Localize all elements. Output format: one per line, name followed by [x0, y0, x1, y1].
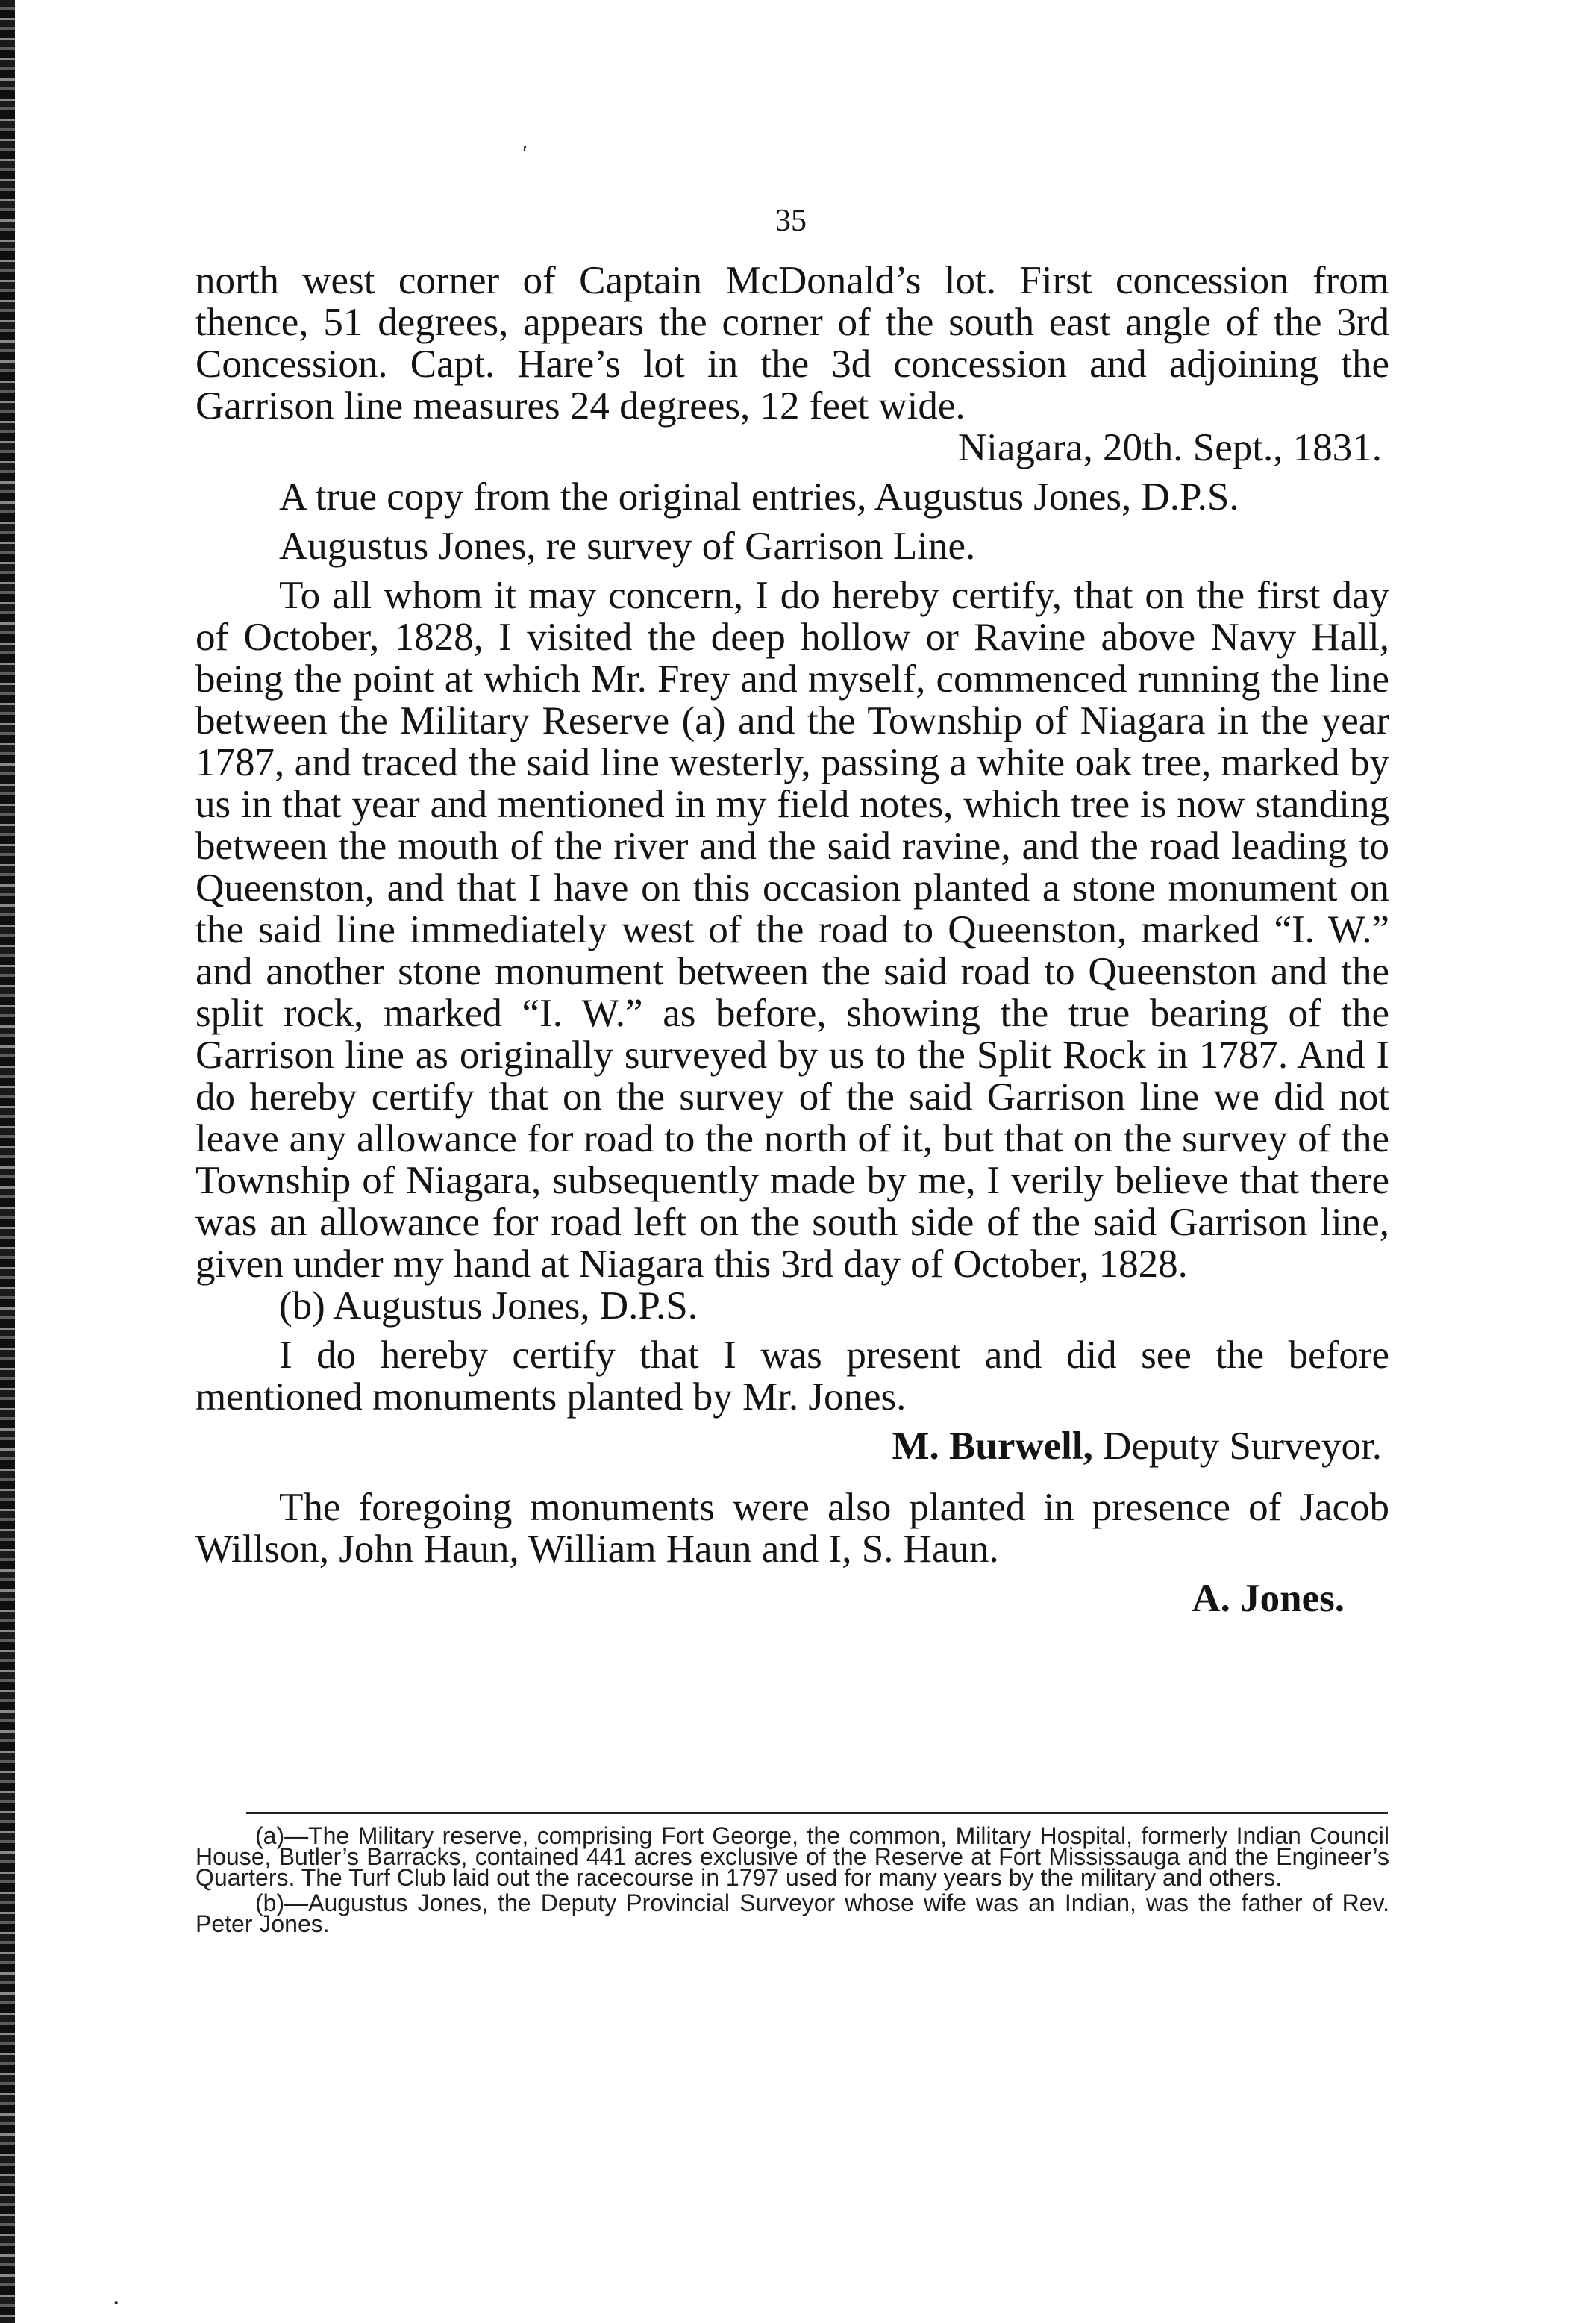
signature-a-jones: A. Jones.: [1192, 1577, 1345, 1620]
document-body: [195, 260, 1389, 1619]
paragraph-survey-notes: north west corner of Captain McDonald’s lot. First concession from thence, 51 degrees, appears the corner of the south east angle of the 3rd Concession. Capt. Hare’s lot in the 3d concession and adjoining the Garrison line measures 24 degrees, 12 feet wide.: [195, 259, 1389, 428]
signature-augustus-jones: (b) Augustus Jones, D.P.S.: [279, 1284, 698, 1328]
footnote-divider: [246, 1812, 1388, 1814]
paragraph-burwell-certify: I do hereby certify that I was present and did see the before mentioned monuments planted by Mr. Jones.: [195, 1334, 1389, 1419]
signature-burwell-title: Deputy Surveyor.: [1092, 1425, 1382, 1468]
signature-burwell-name: M. Burwell,: [892, 1425, 1093, 1468]
signature-burwell: [195, 1418, 1389, 1467]
scan-speck: ′: [522, 140, 528, 168]
paragraph-certificate: To all whom it may concern, I do hereby certify, that on the first day of October, 1828, I visited the deep hollow or Ravine above Navy Hall, being the point at which Mr. Frey and myself, commenced running the line between the Military Reserve (a) and the Township of Niagara in the year 1787, and traced the said line westerly, passing a white oak tree, marked by us in that year and mentioned in my field notes, which tree is now standing between the mouth of the river and the said ravine, and the road leading to Queenston, and that I have on this occasion planted a stone monument on the said line immediately west of the road to Queenston, marked “I. W.” and another stone monument between the said road to Queenston and the split rock, marked “I. W.” as before, showing the true bearing of the Garrison line as originally surveyed by us to the Split Rock in 1787. And I do hereby certify that on the survey of the said Garrison line we did not leave any allowance for road to the north of it, but that on the survey of the Township of Niagara, subsequently made by me, I verily believe that there was an allowance for road left on the south side of the said Garrison line, given under my hand at Niagara this 3rd day of October, 1828.: [195, 574, 1389, 1286]
footnotes: [195, 1822, 1389, 1937]
paragraph-heading-resurvey: Augustus Jones, re survey of Garrison Line.: [279, 525, 976, 568]
scanned-page-edge: [0, 0, 15, 2323]
page-number: 35: [775, 204, 807, 238]
footnote-a: (a)—The Military reserve, comprising Fort George, the common, Military Hospital, formerly Indian Council House, Butler’s Barracks, contained 441 acres exclusive of the Reserve at Fort Mississauga and the Engineer’s Quarters. The Turf Club laid out the racecourse in 1797 used for many years by the military and others.: [195, 1822, 1389, 1891]
paragraph-true-copy: A true copy from the original entries, Augustus Jones, D.P.S.: [279, 475, 1239, 519]
footnote-b: (b)—Augustus Jones, the Deputy Provincial Surveyor whose wife was an Indian, was the father of Rev. Peter Jones.: [195, 1889, 1389, 1937]
scan-speck: ·: [112, 2289, 121, 2317]
paragraph-witnesses: The foregoing monuments were also planted in presence of Jacob Willson, John Haun, William Haun and I, S. Haun.: [195, 1486, 1389, 1571]
dateline: Niagara, 20th. Sept., 1831.: [957, 426, 1382, 469]
